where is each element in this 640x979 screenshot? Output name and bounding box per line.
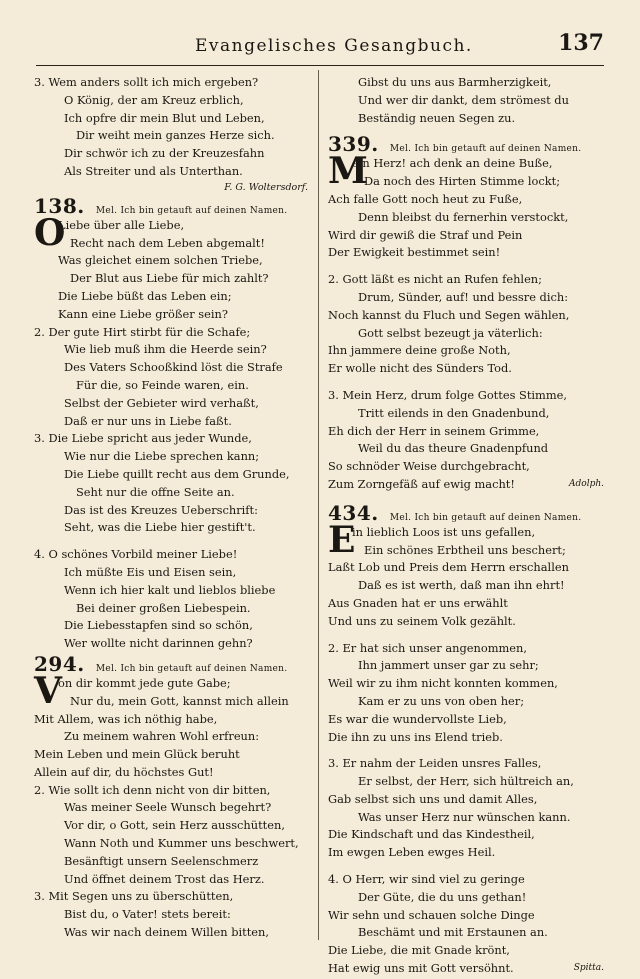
verse-line: Mein Leben und mein Glück beruht: [34, 747, 240, 762]
verse-line: 4. O schönes Vorbild meiner Liebe!: [34, 547, 238, 562]
verse-line: [328, 476, 610, 494]
column-divider: [318, 70, 319, 940]
verse-line: [328, 960, 610, 978]
verse-line: Seht, was die Liebe hier gestift't.: [64, 520, 256, 535]
hymn-author: F. G. Woltersdorf.: [224, 181, 308, 193]
hymn-339: [328, 133, 610, 493]
verse-line: Wie lieb muß ihm die Heerde sein?: [64, 342, 267, 357]
verse-line-text: in lieblich Loos ist uns gefallen,: [352, 524, 536, 539]
verse-line: Tritt eilends in den Gnadenbund,: [358, 405, 550, 420]
verse-line: Vor dir, o Gott, sein Herz ausschütten,: [64, 818, 285, 833]
page-header: [0, 30, 640, 60]
verse-line: Was gleichet einem solchen Triebe,: [58, 253, 263, 268]
verse-line: 3. Mein Herz, drum folge Gottes Stimme,: [328, 387, 568, 402]
verse-line: 2. Der gute Hirt stirbt für die Schafe;: [34, 324, 251, 339]
verse-line: Und wer dir dankt, dem strömest du: [358, 92, 569, 107]
verse-line: Wir sehn und schauen solche Dinge: [328, 907, 535, 922]
verse-line: Der Güte, die du uns gethan!: [358, 889, 527, 904]
hymn-heading: [34, 653, 316, 675]
verse-line: Was unser Herz nur wünschen kann.: [358, 809, 571, 824]
verse-line: 3. Mit Segen uns zu überschütten,: [34, 889, 234, 904]
hymn-heading: [328, 502, 610, 524]
drop-cap: V: [34, 669, 62, 712]
verse-line: Gab selbst sich uns und damit Alles,: [328, 791, 538, 806]
verse-line: Allein auf dir, du höchstes Gut!: [34, 764, 214, 779]
hymn-138: [34, 195, 316, 653]
verse-line: Die Liebe büßt das Leben ein;: [58, 288, 232, 303]
verse-line: Mit Allem, was ich nöthig habe,: [34, 711, 218, 726]
hymn-number: 434.: [328, 500, 379, 525]
hymn-continuation: [34, 74, 316, 195]
page-number: 137: [558, 30, 604, 56]
verse-line: Recht nach dem Leben abgemalt!: [70, 235, 265, 250]
verse-gap: [328, 862, 610, 871]
verse-line: Daß er nur uns in Liebe faßt.: [64, 413, 232, 428]
verse-line: Selbst der Gebieter wird verhaßt,: [64, 395, 259, 410]
verse-line-text: on dir kommt jede gute Gabe;: [58, 675, 231, 690]
verse-line: 2. Wie sollt ich denn nicht von dir bitten,: [34, 782, 271, 797]
verse-line: Er selbst, der Herr, sich hültreich an,: [358, 774, 574, 789]
verse-line: Dir weiht mein ganzes Herze sich.: [76, 128, 275, 143]
melody-note: Mel. Ich bin getauft auf deinen Namen.: [389, 144, 582, 155]
verse-line: Bist du, o Vater! stets bereit:: [64, 907, 231, 922]
verse-line: Die Liebesstapfen sind so schön,: [64, 618, 253, 633]
verse-line: Bei deiner großen Liebespein.: [76, 600, 251, 615]
verse-line: Kann eine Liebe größer sein?: [58, 306, 228, 321]
verse-line: 4. O Herr, wir sind viel zu geringe: [328, 872, 525, 887]
verse-line: Die Liebe, die mit Gnade krönt,: [328, 943, 510, 958]
verse-gap: [328, 262, 610, 271]
verse-line-text: Hat ewig uns mit Gott versöhnt.: [328, 961, 514, 976]
verse-line: Da noch des Hirten Stimme lockt;: [364, 174, 561, 189]
verse-line: Ihn jammert unser gar zu sehr;: [358, 658, 539, 673]
verse-line: So schnöder Weise durchgebracht,: [328, 459, 530, 474]
verse-line: Die ihn zu uns ins Elend trieb.: [328, 729, 503, 744]
verse-line: Noch kannst du Fluch und Segen wählen,: [328, 307, 570, 322]
verse-line: Dir schwör ich zu der Kreuzesfahn: [64, 146, 265, 161]
verse-line: Gott selbst bezeugt ja väterlich:: [358, 325, 543, 340]
verse-line: Und öffnet deinem Trost das Herz.: [64, 871, 265, 886]
drop-cap: M: [328, 150, 368, 193]
verse-line: Im ewgen Leben ewges Heil.: [328, 845, 496, 860]
hymn-heading: [328, 133, 610, 155]
verse-line: Der Blut aus Liebe für mich zahlt?: [70, 271, 269, 286]
verse-line: 2. Gott läßt es nicht an Rufen fehlen;: [328, 272, 542, 287]
verse-line: 3. Wem anders sollt ich mich ergeben?: [34, 75, 259, 89]
hymn-number: 138.: [34, 193, 85, 218]
verse-line: Wird dir gewiß die Straf und Pein: [328, 227, 523, 242]
verse-line: Das ist des Kreuzes Ueberschrift:: [64, 502, 258, 517]
melody-note: Mel. Ich bin getauft auf deinen Namen.: [389, 512, 582, 523]
melody-note: Mel. Ich bin getauft auf deinen Namen.: [95, 205, 288, 216]
verse-line: 2. Er hat sich unser angenommen,: [328, 640, 527, 655]
verse-line: Ach falle Gott noch heut zu Fuße,: [328, 191, 523, 206]
verse-line: Es war die wundervollste Lieb,: [328, 711, 507, 726]
verse-line: Ihn jammere deine große Noth,: [328, 343, 511, 358]
hymn-number: 339.: [328, 132, 379, 157]
verse-line: Beständig neuen Segen zu.: [358, 110, 516, 125]
verse-line: Weil du das theure Gnadenpfund: [358, 441, 549, 456]
verse-line-text: Liebe über alle Liebe,: [58, 217, 185, 232]
verse-line: Die Kindschaft und das Kindestheil,: [328, 827, 535, 842]
verse-line: Gibst du uns aus Barmherzigkeit,: [358, 75, 552, 89]
verse-line: Beschämt und mit Erstaunen an.: [358, 925, 548, 940]
verse-line: Und uns zu seinem Volk gezählt.: [328, 613, 516, 628]
verse-line-text: ein Herz! ach denk an deine Buße,: [352, 156, 553, 171]
verse-line: Wer wollte nicht darinnen gehn?: [64, 636, 253, 651]
verse-line: 3. Die Liebe spricht aus jeder Wunde,: [34, 431, 252, 446]
verse-line: Daß es ist werth, daß man ihn ehrt!: [358, 578, 565, 593]
verse-line: Die Liebe quillt recht aus dem Grunde,: [64, 466, 290, 481]
verse-line: Wenn ich hier kalt und lieblos bliebe: [64, 582, 276, 597]
hymn-continuation: [328, 74, 610, 127]
right-column: [328, 74, 610, 978]
hymn-294: [34, 653, 316, 942]
drop-cap: O: [34, 211, 66, 254]
verse-line: Drum, Sünder, auf! und bessre dich:: [358, 289, 569, 304]
verse-gap: [328, 378, 610, 387]
verse-line: Laßt Lob und Preis dem Herrn erschallen: [328, 560, 569, 575]
hymn-author: Adolph.: [569, 478, 604, 489]
verse-gap: [328, 631, 610, 640]
left-column: [34, 74, 316, 942]
verse-line: O König, der am Kreuz erblich,: [64, 92, 244, 107]
verse-gap: [34, 537, 316, 546]
verse-line: Denn bleibst du fernerhin verstockt,: [358, 209, 569, 224]
verse-line: Was wir nach deinem Willen bitten,: [64, 925, 269, 940]
verse-line: Ich opfre dir mein Blut und Leben,: [64, 110, 265, 125]
hymn-434: [328, 502, 610, 978]
hymn-number: 294.: [34, 651, 85, 676]
verse-line: Wann Noth und Kummer uns beschwert,: [64, 836, 299, 851]
header-rule: [36, 65, 604, 66]
verse-line: 3. Er nahm der Leiden unsres Falles,: [328, 756, 542, 771]
hymn-heading: [34, 195, 316, 217]
verse-line: Ich müßte Eis und Eisen sein,: [64, 564, 237, 579]
verse-line: Zu meinem wahren Wohl erfreun:: [64, 729, 260, 744]
verse-line: Der Ewigkeit bestimmet sein!: [328, 245, 501, 260]
drop-cap: E: [328, 518, 356, 561]
verse-gap: [328, 746, 610, 755]
running-title: Evangelisches Gesangbuch.: [195, 36, 473, 56]
verse-line: Des Vaters Schooßkind löst die Strafe: [64, 360, 283, 375]
verse-line: Für die, so Feinde waren, ein.: [76, 377, 249, 392]
verse-line-text: Zum Zorngefäß auf ewig macht!: [328, 476, 515, 491]
verse-line: Als Streiter und als Unterthan.: [64, 163, 243, 178]
verse-line: Was meiner Seele Wunsch begehrt?: [64, 800, 272, 815]
verse-line: Aus Gnaden hat er uns erwählt: [328, 595, 508, 610]
verse-line: Wie nur die Liebe sprechen kann;: [64, 449, 260, 464]
melody-note: Mel. Ich bin getauft auf deinen Namen.: [95, 663, 288, 674]
verse-line: Ein schönes Erbtheil uns beschert;: [364, 542, 566, 557]
verse-line: Er wolle nicht des Sünders Tod.: [328, 361, 512, 376]
verse-line: Seht nur die offne Seite an.: [76, 484, 235, 499]
verse-line: Eh dich der Herr in seinem Grimme,: [328, 423, 540, 438]
verse-line: Weil wir zu ihm nicht konnten kommen,: [328, 676, 558, 691]
hymn-author: Spitta.: [573, 963, 604, 974]
verse-line: Besänftigt unsern Seelenschmerz: [64, 853, 259, 868]
verse-line: Nur du, mein Gott, kannst mich allein: [70, 693, 289, 708]
verse-line: Kam er zu uns von oben her;: [358, 693, 525, 708]
